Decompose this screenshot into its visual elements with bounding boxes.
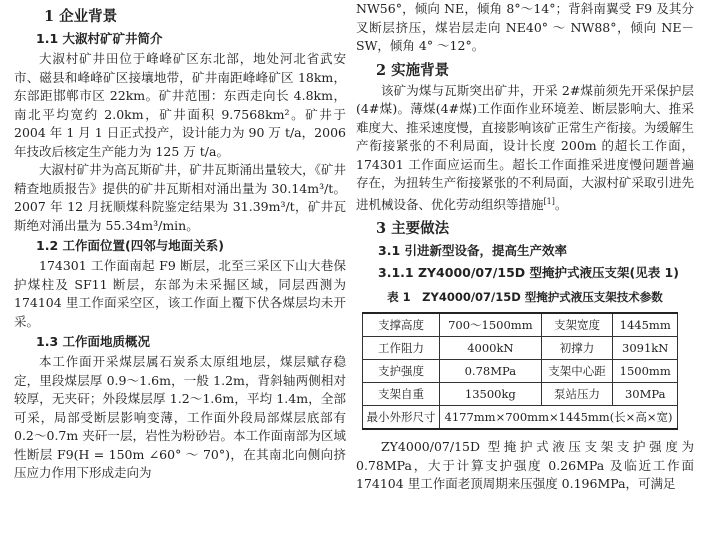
- section-heading-2: 2 实施背景: [376, 61, 450, 79]
- table-cell: 最小外形尺寸: [363, 406, 440, 430]
- table-row: [363, 360, 678, 383]
- subsection-heading-1-1: 1.1 大淑村矿矿井简介: [36, 31, 163, 46]
- table-cell: 工作阻力: [363, 337, 440, 360]
- table-cell: 支架中心距: [541, 360, 613, 383]
- citation-ref: [1]: [543, 196, 555, 206]
- paragraph-mine-intro: 大淑村矿井田位于峰峰矿区东北部，地处河北省武安市、磁县和峰峰矿区接壤地带，矿井南距峰峰矿区 18km，东部距邯郸市区 22km。矿井范围：东西走向长 4.8km，南北平均宽约 2.0km，矿井面积 9.7568km²。矿井于 2004 年 1 月 1 日正式投产，设计能力为 90 万 t/a，2006 年技改后核定生产能力为 125 万 t/a。: [14, 51, 346, 159]
- table-row: [363, 406, 678, 430]
- table-cell: 支撑高度: [363, 313, 440, 337]
- paragraph-geology: 本工作面开采煤层属石炭系太原组地层，煤层赋存稳定，里段煤层厚 0.9～1.6m，一般 1.2m，背斜轴两侧相对较厚，无夹矸；外段煤层厚 1.2～1.6m，平均 1.4m，全部可采，局部受断层影响变薄，工作面外段局部煤层底部有 0.2～0.7m 夹矸一层，岩性为粉砂岩。本工作面南部为区域性断层 F9(H = 150m ∠60° ～ 70°)，在其南北向侧向挤压应力作用下形成走向为: [14, 354, 346, 480]
- right-column: [356, 0, 694, 494]
- table-cell: 700～1500mm: [439, 313, 541, 337]
- table-row: [363, 313, 678, 337]
- subsection-heading-1-2: 1.2 工作面位置(四邻与地面关系): [36, 238, 224, 253]
- table-caption: 表 1 ZY4000/07/15D 型掩护式液压支架技术参数: [387, 290, 663, 305]
- table-cell: 1500mm: [613, 360, 678, 383]
- table-row: [363, 337, 678, 360]
- table-cell: 支架宽度: [541, 313, 613, 337]
- spec-table: [362, 312, 678, 430]
- subsection-heading-1-3: 1.3 工作面地质概况: [36, 334, 150, 349]
- table-cell: 初撑力: [541, 337, 613, 360]
- paragraph-gas-emission: 大淑村矿井为高瓦斯矿井，矿井瓦斯涌出量较大，《矿井精查地质报告》提供的矿井瓦斯相对涌出量为 30.14m³/t。2007 年 12 月抚顺煤科院鉴定结果为 31.39m³/t，矿井瓦斯绝对涌出量为 55.34m³/min。: [14, 162, 346, 233]
- section-heading-1: 1 企业背景: [44, 8, 118, 25]
- table-cell: 0.78MPa: [439, 360, 541, 383]
- paragraph-workface-location: 174301 工作面南起 F9 断层，北至三采区下山大巷保护煤柱及 SF11 断层，东部为未采掘区域，同层西测为 174104 里工作面采空区，该工作面上覆下伏各煤层均未开采。: [14, 258, 346, 329]
- table-cell: 13500kg: [439, 383, 541, 406]
- paragraph-end: 。: [554, 196, 568, 212]
- subsection-heading-3-1: 3.1 引进新型设备，提高生产效率: [378, 243, 567, 259]
- table-cell: 4177mm×700mm×1445mm(长×高×宽): [439, 406, 677, 430]
- table-cell: 30MPa: [613, 383, 678, 406]
- table-cell: 泵站压力: [541, 383, 613, 406]
- paragraph-text: 该矿为煤与瓦斯突出矿井，开采 2#煤前须先开采保护层(4#煤)。薄煤(4#煤)工作面作业环境差、断层影响大、推采难度大、推采速度慢，直接影响该矿正常生产衔接。为缓解生产衔接紧张的不利局面，设计长度 200m 的超长工作面，174301 工作面应运而生。超长工作面推采进度慢问题普遍存在，为扭转生产衔接紧张的不利局面，大淑村矿采取引进先进机械设备、优化劳动组织等措施: [356, 82, 694, 212]
- table-row: [363, 383, 678, 406]
- table-cell: 4000kN: [439, 337, 541, 360]
- section-heading-3: 3 主要做法: [376, 220, 450, 238]
- left-column: [14, 0, 346, 483]
- table-cell: 1445mm: [613, 313, 678, 337]
- paragraph-support-strength: ZY4000/07/15D 型掩护式液压支架支护强度为 0.78MPa，大于计算支护强度 0.26MPa 及临近工作面 174104 里工作面老顶周期来压强度 0.196MPa，可满足: [356, 439, 694, 492]
- table-cell: 支架自重: [363, 383, 440, 406]
- table-cell: 3091kN: [613, 337, 678, 360]
- paragraph-geology-continued: NW56°，倾向 NE，倾角 8°～14°；背斜南翼受 F9 及其分叉断层挤压，煤岩层走向 NE40° ～ NW88°，倾向 NE－SW，倾角 4° ～12°。: [356, 1, 694, 53]
- table-cell: 支护强度: [363, 360, 440, 383]
- paragraph-implementation-background: [356, 82, 694, 215]
- subsection-heading-3-1-1: 3.1.1 ZY4000/07/15D 型掩护式液压支架(见表 1): [378, 265, 679, 281]
